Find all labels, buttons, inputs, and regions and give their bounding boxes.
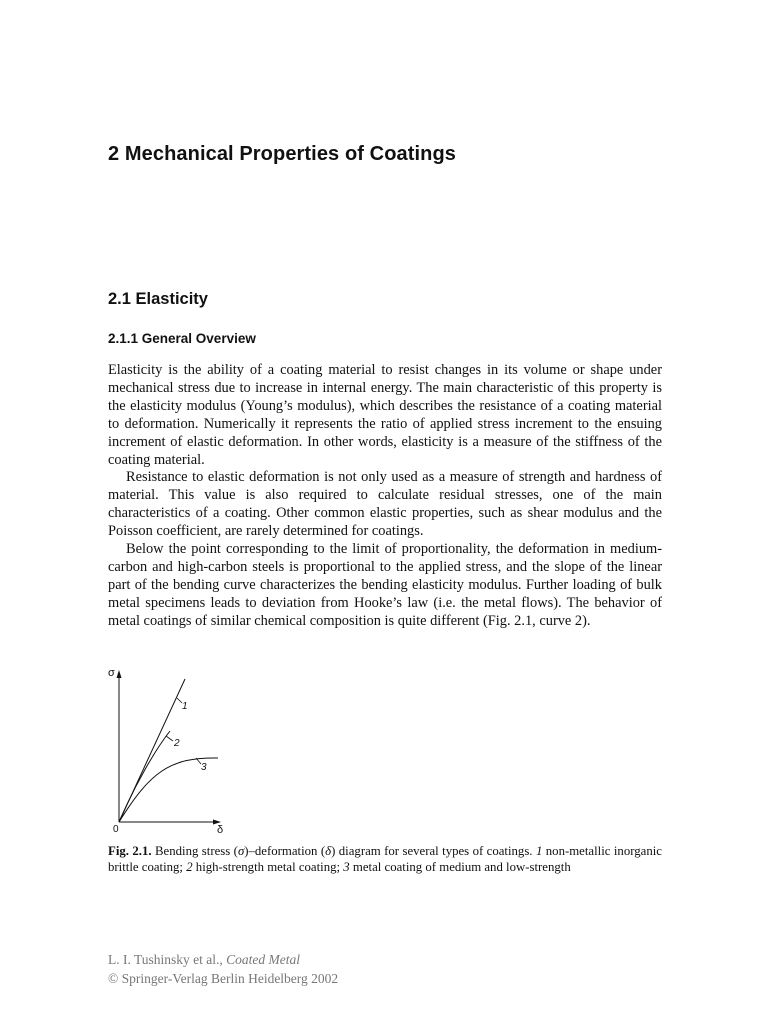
curve-2	[119, 731, 170, 822]
footer-authors: L. I. Tushinsky et al.,	[108, 952, 227, 967]
caption-text-c: ) diagram for several types of coatings.	[331, 844, 536, 858]
stress-deformation-diagram	[100, 660, 240, 840]
caption-curve-1-desc: non-metallic inorganic brittle coating;	[108, 844, 662, 875]
caption-curve-2-number: 2	[186, 860, 193, 875]
caption-text-a: Bending stress (	[151, 844, 238, 858]
figure-caption	[108, 843, 662, 876]
caption-text-b: )–deformation (	[244, 844, 326, 858]
footer-citation	[108, 950, 338, 969]
caption-curve-3-number: 3	[343, 860, 350, 875]
footer-book-title: Coated Metal	[226, 952, 301, 967]
caption-curve-3-desc: metal coating of medium and low-strength	[349, 860, 571, 875]
curve-2-leader	[166, 736, 173, 741]
curve-3-label: 3	[201, 762, 207, 773]
paragraph-2: Resistance to elastic deformation is not only used as a measure of strength and hardness of material. This value is also required to calculate residual stresses, one of the main characteristics of a coating. Other common elastic properties, such as shear modulus and the Poisson coefficient, are rarely determined for coatings.	[108, 469, 662, 540]
caption-label: Fig. 2.1.	[108, 844, 152, 858]
y-axis-arrow	[117, 670, 122, 678]
chapter-title: 2 Mechanical Properties of Coatings	[108, 143, 457, 165]
caption-curve-2-desc: high-strength metal coating;	[192, 860, 344, 875]
page-footer	[108, 950, 338, 988]
y-axis-label: σ	[108, 667, 115, 679]
paragraph-3: Below the point corresponding to the limit of proportionality, the deformation in medium-carbon and high-carbon steels is proportional to the applied stress, and the slope of the linear part of the bending curve characterizes the bending elasticity modulus. Further loading of bulk metal specimens leads to deviation from Hooke’s law (i.e. the metal flows). The behavior of metal coatings of similar chemical composition is quite different (Fig. 2.1, curve 2).	[108, 541, 662, 629]
body-text	[108, 362, 662, 631]
footer-copyright: © Springer-Verlag Berlin Heidelberg 2002	[108, 971, 339, 986]
caption-curve-1-number: 1	[535, 844, 543, 858]
subsection-title: 2.1.1 General Overview	[108, 331, 256, 346]
paragraph-1: Elasticity is the ability of a coating material to resist changes in its volume or shape under mechanical stress due to increase in internal energy. The main characteristic of this property is the elasticity modulus (Young’s modulus), which describes the resistance of a coating material to deformation. Numerically it represents the ratio of applied stress increment to the ensuing increment of elastic deformation. In other words, elasticity is a measure of the stiffness of the coating material.	[108, 362, 662, 468]
curve-2-label: 2	[174, 738, 180, 749]
caption-sigma: σ	[237, 844, 245, 858]
x-axis-label: δ	[217, 824, 224, 836]
curve-1-label: 1	[182, 701, 188, 712]
section-title: 2.1 Elasticity	[108, 290, 208, 308]
caption-delta: δ	[325, 844, 332, 858]
origin-label: 0	[113, 824, 119, 835]
